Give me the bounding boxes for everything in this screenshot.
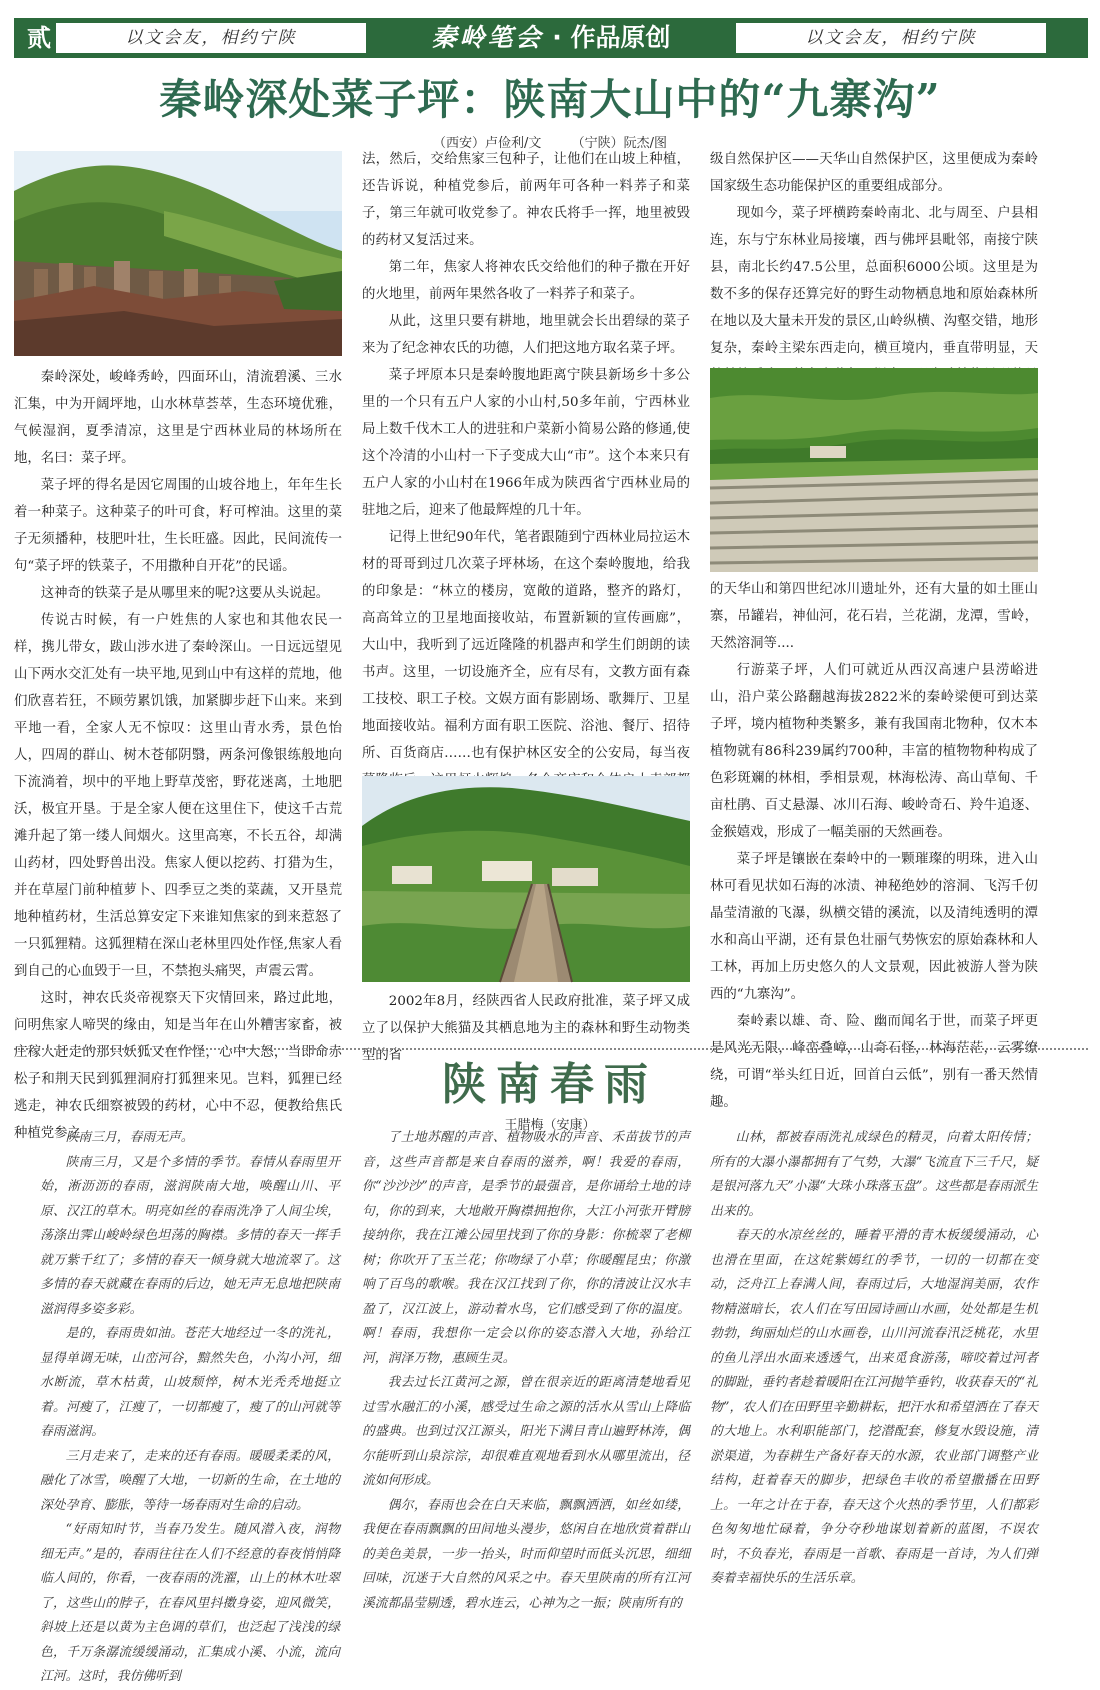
paragraph: 菜子坪的得名是因它周围的山坡谷地上，年年生长着一种菜子。这种菜子的叶可食，籽可榨油。这里的菜子无须播种，枝肥叶壮，生长旺盛。因此，民间流传一句“菜子坪的铁菜子，不用撒种自开花”的民谣。 <box>14 478 342 574</box>
banner-calligraphy: 秦岭笔会 <box>431 23 544 52</box>
article1-column-3-top <box>710 146 1038 361</box>
banner-dot: · <box>552 23 562 52</box>
paragraph: 我去过长江黄河之源，曾在很亲近的距离清楚地看见过雪水融汇的小溪，感受过生命之源的活水从雪山上降临的盛典。也到过汉江源头，阳光下满目青山遍野林涛，偶尔能听到山泉淙淙，却很难直观地看到水从哪里流出，径流如何形成。 <box>362 1375 690 1488</box>
paragraph: 法，然后，交给焦家三包种子，让他们在山坡上种植，还告诉说，种植党参后，前两年可各种一料荞子和菜子，第三年就可收党参了。神农氏将手一挥，地里被毁的药材又复活过来。 <box>362 152 690 248</box>
article-title: 秦岭深处菜子坪：陕南大山中的“九寨沟” <box>159 75 941 124</box>
paragraph: 这神奇的铁菜子是从哪里来的呢?这要从头说起。 <box>40 586 330 601</box>
article2-column-3 <box>710 1126 1038 1641</box>
paragraph: 了土地苏醒的声音、植物吸水的声音、禾苗拔节的声音，这些声音都是来自春雨的滋养，啊！我爱的春雨，你“沙沙沙”的声音，是季节的最强音，是你诵给土地的诗句，你的到来，大地敞开胸襟拥抱你，大江小河张开臂膀接纳你，我在江滩公园里找到了你的身影：你梳翠了老柳树；你吹开了玉兰花；你吻绿了小草；你暖醒昆虫；你激响了百鸟的歌喉。我在汉江找到了你，你的清波让汉水丰盈了，汉江波上，游动着水鸟，它们感受到了你的温度。啊！春雨，我想你一定会以你的姿态潜入大地，孙给江河，润泽万物，惠顾生灵。 <box>362 1130 690 1366</box>
paragraph: “好雨知时节，当春乃发生。随风潜入夜，润物细无声。”是的，春雨往往在人们不经意的春夜悄悄降临人间的，你看，一夜春雨的洗濯，山上的林木吐翠了，这些山的脖子，在春风里抖擞身姿，迎风微笑，斜坡上还是以黄为主色调的草们，也泛起了浅浅的绿色，千万条潺流缓缓涌动，汇集成小溪、小流，流向江河。这时，我仿佛听到 <box>40 1522 340 1684</box>
article1-column-2 <box>362 146 690 766</box>
paragraph: 的天华山和第四世纪冰川遗址外，还有大量的如土匪山寨，吊罐岩，神仙河，花石岩，兰花湖，龙潭，雪岭，天然溶洞等.... <box>710 582 1038 651</box>
paragraph: 从此，这里只要有耕地，地里就会长出碧绿的菜子来为了纪念神农氏的功德，人们把这地方取名菜子坪。 <box>362 314 690 356</box>
banner-column-name: 作品原创 <box>570 23 671 52</box>
slogan-right: 以文会友，相约宁陕 <box>736 23 1046 53</box>
article2-title: 陕南春雨 <box>442 1059 658 1110</box>
paragraph: 陕南三月，又是个多情的季节。春情从春雨里开始，淅沥沥的春雨，滋润陕南大地，唤醒山川、平原、汉江的草木。明亮如丝的春雨洗净了人间尘埃，荡涤出霁山峻岭绿色坦荡的胸襟。多情的春天一挥手就万紫千红了；多情的春天一倾身就大地流翠了。这多情的春天就藏在春雨的后边，她无声无息地把陕南滋润得多姿多彩。 <box>40 1154 340 1317</box>
article2-column-1 <box>40 1126 340 1684</box>
paragraph: 三月走来了，走来的还有春雨。暖暖柔柔的风，融化了冰雪，唤醒了大地，一切新的生命，在土地的深处孕育、膨胀，等待一场春雨对生命的启动。 <box>40 1448 340 1513</box>
paragraph: 偶尔，春雨也会在白天来临，飘飘洒洒，如丝如缕，我便在春雨飘飘的田间地头漫步，悠闲自在地欣赏着群山的美色美景，一步一抬头，时而仰望时而低头沉思，细细回味，沉迷于大自然的风采之中。春天里陕南的所有江河溪流都晶莹剔透，碧水连云，心神为之一振；陕南所有的 <box>362 1497 690 1611</box>
photo-mountain-village <box>14 151 342 356</box>
paragraph: 秦岭深处，峻峰秀岭，四面环山，清流碧溪、三水汇集，中为开阔坪地，山水林草荟萃，生态环境优雅，气候湿润，夏季清凉，这里是宁西林业局的林场所在地，名曰：菜子坪。 <box>14 370 342 466</box>
article2-column-2 <box>362 1126 690 1641</box>
article2-byline: 王腊梅（安康） <box>504 1118 596 1133</box>
byline-author: （西安）卢俭利/文 <box>433 136 542 151</box>
section-divider <box>14 1048 1088 1050</box>
paragraph: 第二年，焦家人将神农氏交给他们的种子撒在开好的火地里，前两年果然各收了一料荞子和菜子。 <box>362 260 690 302</box>
header-bar <box>14 18 1088 58</box>
paragraph: 级自然保护区——天华山自然保护区，这里便成为秦岭国家级生态功能保护区的重要组成部分。 <box>710 152 1038 194</box>
paragraph: 记得上世纪90年代，笔者跟随到宁西林业局拉运木材的哥哥到过几次菜子坪林场，在这个秦岭腹地，给我的印象是：“林立的楼房，宽敞的道路，整齐的路灯，高高耸立的卫星地面接收站，布置新颖的宣传画廊”，大山中，我听到了远近隆隆的机器声和学生们朗朗的读书声。这里，一切设施齐全，应有尽有，文教方面有森工技校、职工子校。文娱方面有影剧场、歌舞厅、卫星地面接收站。福利方面有职工医院、浴池、餐厅、招待所、百货商店……也有保护林区安全的公安局，每当夜 <box>362 530 690 761</box>
page-marker: 贰 <box>27 24 51 52</box>
article1-column-3-bottom <box>710 576 1038 1110</box>
paragraph: 春天的水凉丝丝的，睡着平滑的青木板缓缓涌动，心也滑在里面，在这姹紫嫣红的季节，一切的一切都在变动，泛舟江上春满人间，春雨过后，大地湿润美丽，农作物精滋暗长，农人们在写田园诗画山水画，处处都是生机勃勃，绚丽灿烂的山水画卷，山川河流春汛泛桃花，水里的鱼儿浮出水面来透透气，出来觅食游荡，啼咬着过河者的脚趾，垂钓者趁着暖阳在江河抛竿垂钓，收获春天的“礼物”，农人们在田野里辛勤耕耘，把汗水和希望洒在了春天的大地上。水利职能部门，挖潜配套，修复水毁设施，清淤渠道，为春耕生产备好春天的水源，农业部门调整产业结构，赶着春天的脚步，把绿色丰收的希望撒播在田野上。一年之计在于春，春天这个火热的季节里，人们都彩色匆匆地忙碌着，争分夺秒地谋划着新的蓝图，不误农时，不负春光，春雨是一首歌、春雨是一首诗，为人们弹奏着幸福快乐的生活乐章。 <box>710 1228 1038 1586</box>
byline-photographer: （宁陕）阮杰/图 <box>571 136 667 151</box>
slogan-left: 以文会友，相约宁陕 <box>56 23 366 53</box>
paragraph: 2002年8月，经陕西省人民政府批准，菜子坪又成立了以保护大熊猫及其栖息地为主的森林和野生动物类型的省 <box>362 994 690 1063</box>
column-banner <box>376 18 726 58</box>
paragraph: 行游菜子坪，人们可就近从西汉高速户县涝峪进山，沿户菜公路翻越海拔2822米的秦岭梁便可到达菜子坪，境内植物种类繁多，兼有我国南北物种，仅木本植物就有86科239属约700种，丰富的植物物种构成了色彩斑斓的林相，季相景观，林海松涛、高山草甸、千亩杜鹃、百丈悬瀑、冰川石海、峻岭奇石、羚牛追逐、金猴嬉戏，形成了一幅美丽的天然画卷。 <box>710 663 1038 840</box>
paragraph: 菜子坪是镶嵌在秦岭中的一颗璀璨的明珠，进入山林可看见状如石海的冰渍、神秘绝妙的溶洞、飞泻千仞晶莹清澈的飞瀑，纵横交错的溪流，以及清纯透明的潭水和高山平湖，还有景色壮丽气势恢宏的原始森林和人工林，再加上历史悠久的人文景观，因此被游人誉为陕西的“九寨沟”。 <box>710 852 1038 1002</box>
article1-column-2-bottom <box>362 988 690 1063</box>
paragraph: 现如今，菜子坪横跨秦岭南北、北与周至、户县相连，东与宁东林业局接壤，西与佛坪县毗邻，南接宁陕县，南北长约47.5公里，总面积6000公顷。这里是为数不多的保存还算完好的野生动物栖息地和原始森林所在地以及大量未开发的景区,山岭纵横、沟壑交错，地形复杂，秦岭主梁东西走向，横亘境内，垂直带明显，天 <box>710 206 1038 356</box>
paragraph: 秦岭素以雄、奇、险、幽而闻名于世，而菜子坪更是风光无限，峰峦叠嶂，山奇石怪，林海茫茫，云雾缭绕，可谓“举头红日近，回首白云低”，别有一番天然情趣。 <box>710 1014 1038 1110</box>
photo-wooden-bridge <box>362 776 690 982</box>
paragraph: 这时，神农氏炎帝视察天下灾情回来，路过此地，问明焦家人啼哭的缘由，知是当年在山外糟害家畜，被庄稼人赶走的那只妖狐又在作怪，心中大怒，当即命赤松子和荆天民到狐狸洞府打狐狸来见。岂料，狐狸已经逃走，神农氏细察被毁的药材，心中不忍，便教给焦氏种植党参之 <box>14 991 342 1141</box>
paragraph: 山林，都被春雨洗礼成绿色的精灵，向着太阳传情；所有的大瀑小瀑都拥有了气势，大瀑“飞流直下三千尺，疑是银河落九天”小瀑“大珠小珠落玉盘”。这些都是春雨派生出来的。 <box>710 1130 1038 1219</box>
paragraph: 菜子坪原本只是秦岭腹地距离宁陕县新场乡十多公里的一个只有五户人家的小山村,50多年前，宁西林业局上数千伐木工人的进驻和户菜新小简易公路的修通,使这个冷清的小山村一下子变成大山“市”。这个本来只有五户人家的小山村在1966年成为陕西省宁西林业局的驻地之后，迎来了他最辉煌的几十年。 <box>362 368 690 518</box>
paragraph: 传说古时候，有一户姓焦的人家也和其他农民一样，携儿带女，跋山涉水进了秦岭深山。一日远远望见山下两水交汇处有一块平地,见到山中有这样的荒地，他们欣喜若狂，不顾劳累饥饿，加紧脚步赶下山来。来到平地一看，全家人无不惊叹：这里山青水秀，景色怡人，四周的群山、树木苍郁阴翳，两条河像银练般地向下流淌着，坝中的平地上野草茂密，野花迷离，土地肥沃，极宜开垦。于是全家人便在这里住下，使这千古荒滩升起了第一缕人间烟火。这里高寒，不长五谷，却满山药材，四处野兽出没。焦家人便以挖药、打猎为生，并在草屋门前种植萝卜、四季豆之类的菜蔬，又开垦荒地种植药材，生活总算安定下来谁知焦家的到来惹怒了一只狐狸精。这狐狸精在深山老林里四处作怪,焦家人看到自己的心血毁于一旦，不禁抱头痛哭，声震云霄。 <box>14 613 342 979</box>
photo-field-valley <box>710 368 1038 572</box>
paragraph: 是的，春雨贵如油。苍茫大地经过一冬的洗礼，显得单调无味，山峦河谷，黯然失色，小沟小河，细水断流，草木枯黄，山坡颓悴，树木光秃秃地挺立着。河瘦了，江瘦了，一切都瘦了，瘦了的山河就等春雨滋润。 <box>40 1326 340 1439</box>
paragraph: 陕南三月，春雨无声。 <box>65 1130 194 1145</box>
